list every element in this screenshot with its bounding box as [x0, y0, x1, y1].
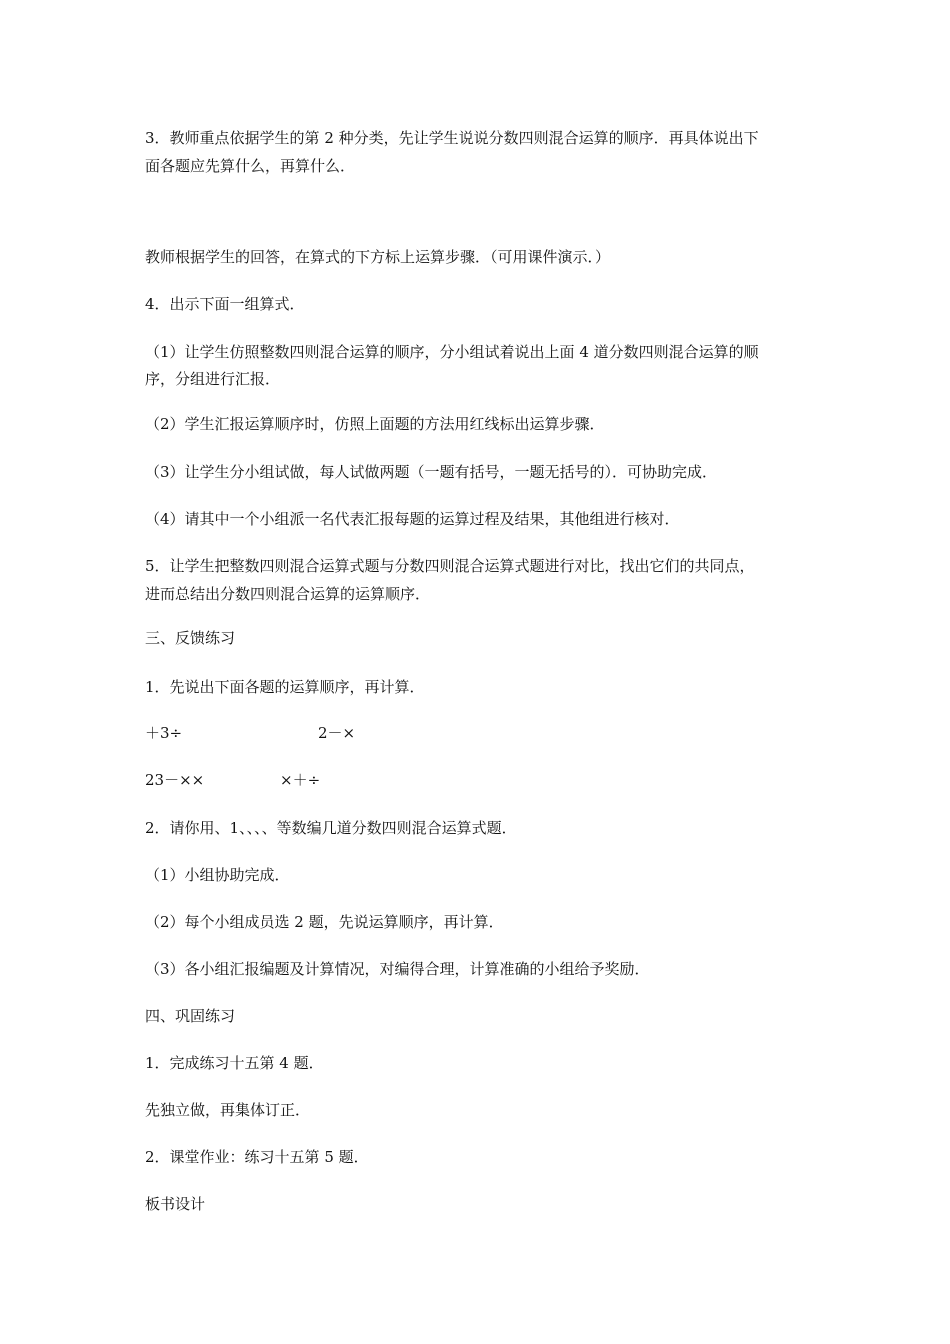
exercise-2-1: （1）小组协助完成．: [145, 866, 290, 884]
section-heading-consolidation: 四、巩固练习: [145, 1007, 236, 1025]
paragraph-step4-1-line1: （1）让学生仿照整数四则混合运算的顺序，分小组试着说出上面 4 道分数四则混合运算的顺: [145, 343, 759, 361]
exercise-1: 1．先说出下面各题的运算顺序，再计算．: [145, 678, 425, 696]
expression-4: ×＋÷: [280, 771, 321, 789]
expression-2: 2－×: [318, 724, 356, 742]
consolidation-1-note: 先独立做，再集体订正．: [145, 1101, 311, 1119]
paragraph-step3-line2: 面各题应先算什么，再算什么．: [145, 157, 356, 175]
exercise-2: 2．请你用、1、、、、等数编几道分数四则混合运算式题．: [145, 819, 517, 837]
consolidation-2: 2．课堂作业：练习十五第 5 题．: [145, 1148, 369, 1166]
section-heading-feedback: 三、反馈练习: [145, 629, 236, 647]
paragraph-step4-3: （3）让学生分小组试做，每人试做两题（一题有括号，一题无括号的）．可协助完成．: [145, 463, 718, 481]
paragraph-step5-line1: 5．让学生把整数四则混合运算式题与分数四则混合运算式题进行对比，找出它们的共同点，: [145, 557, 755, 575]
paragraph-step5-line2: 进而总结出分数四则混合运算的运算顺序．: [145, 585, 431, 603]
paragraph-step4-1-line2: 序，分组进行汇报．: [145, 370, 281, 388]
expression-1: ＋3÷: [145, 724, 183, 742]
exercise-2-3: （3）各小组汇报编题及计算情况，对编得合理，计算准确的小组给予奖励．: [145, 960, 650, 978]
exercise-2-2: （2）每个小组成员选 2 题，先说运算顺序，再计算．: [145, 913, 504, 931]
expression-3: 23－××: [145, 771, 205, 789]
paragraph-step4-2: （2）学生汇报运算顺序时，仿照上面题的方法用红线标出运算步骤．: [145, 415, 605, 433]
consolidation-1: 1．完成练习十五第 4 题．: [145, 1054, 324, 1072]
paragraph-step4: 4．出示下面一组算式．: [145, 295, 305, 313]
paragraph-step3-line1: 3．教师重点依据学生的第 2 种分类，先让学生说说分数四则混合运算的顺序．再具体说出下: [145, 129, 759, 147]
paragraph-teacher-marks: 教师根据学生的回答，在算式的下方标上运算步骤．（可用课件演示．）: [145, 248, 611, 266]
board-design-heading: 板书设计: [145, 1195, 206, 1213]
paragraph-step4-4: （4）请其中一个小组派一名代表汇报每题的运算过程及结果，其他组进行核对．: [145, 510, 680, 528]
